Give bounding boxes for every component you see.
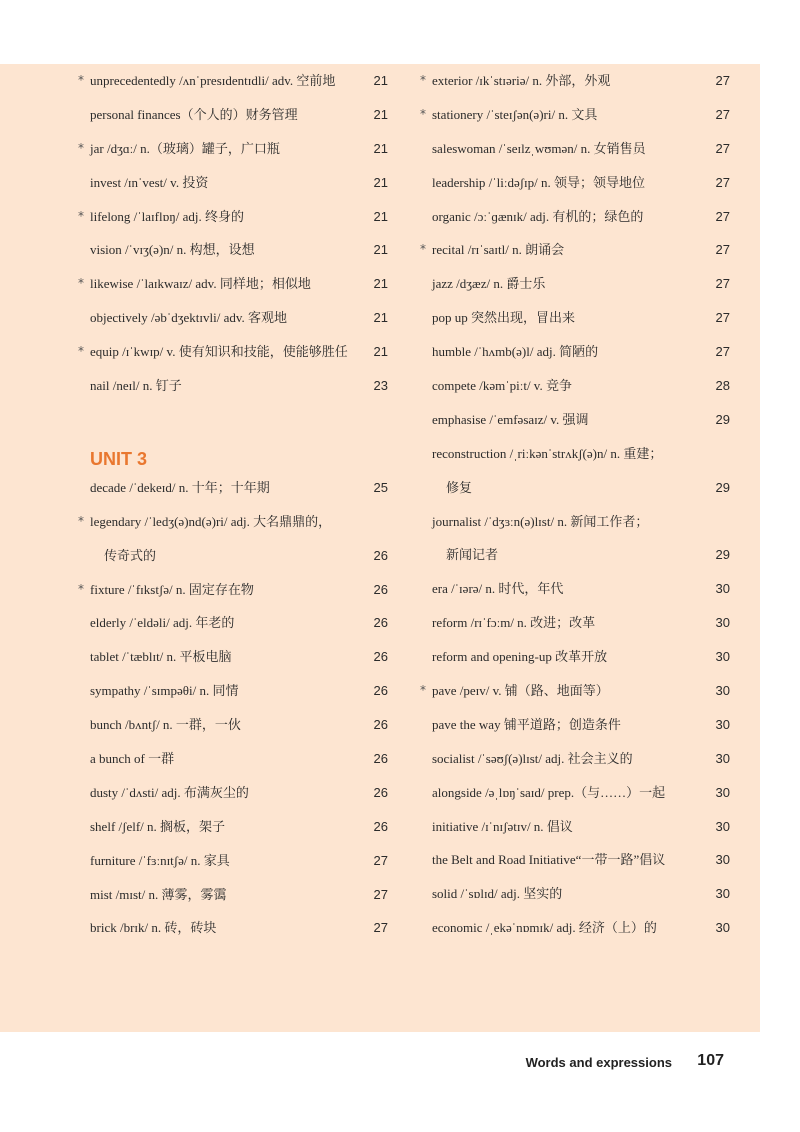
vocab-entry xyxy=(420,132,730,166)
entry-text: unprecedentedly /ʌnˈpresɪdentɪdli/ adv. 空前地 xyxy=(90,73,336,88)
entry-text: personal finances（个人的）财务管理 xyxy=(90,106,298,122)
entry-page-number: 26 xyxy=(373,649,388,665)
entry-page-number: 27 xyxy=(373,852,388,868)
entry-page-number: 27 xyxy=(715,174,730,190)
vocab-entry xyxy=(420,64,730,98)
entry-page-number: 27 xyxy=(715,276,730,292)
entry-text: alongside /əˌlɒŋˈsaɪd/ prep.（与……）一起 xyxy=(432,784,666,800)
vocab-entry xyxy=(420,572,730,606)
vocab-entry xyxy=(420,810,730,844)
entry-page-number: 30 xyxy=(715,784,730,800)
vocab-entry xyxy=(78,776,388,810)
vocab-entry xyxy=(78,267,388,301)
right-entries xyxy=(420,64,730,945)
entry-page-number: 26 xyxy=(373,717,388,733)
vocab-entry xyxy=(78,810,388,844)
entry-page-number: 27 xyxy=(715,208,730,224)
entry-page-number: 30 xyxy=(715,683,730,699)
vocab-entry xyxy=(78,640,388,674)
entry-text: leadership /ˈliːdəʃɪp/ n. 领导；领导地位 xyxy=(432,174,646,190)
vocab-entry xyxy=(78,98,388,132)
vocab-entry xyxy=(78,301,388,335)
entry-page-number: 26 xyxy=(373,547,388,563)
entry-page-number: 29 xyxy=(715,547,730,563)
entry-page-number: 30 xyxy=(715,852,730,868)
entry-text: decade /ˈdekeɪd/ n. 十年；十年期 xyxy=(90,479,270,495)
entry-page-number: 21 xyxy=(373,73,388,88)
entry-page-number: 27 xyxy=(715,106,730,122)
left-entries-b xyxy=(78,471,388,945)
entry-text: objectively /əbˈdʒektɪvli/ adv. 客观地 xyxy=(90,310,287,326)
entry-text: economic /ˌekəˈnɒmɪk/ adj. 经济（上）的 xyxy=(432,920,657,936)
entry-text: shelf /ʃelf/ n. 搁板，架子 xyxy=(90,818,226,834)
entry-text: a bunch of 一群 xyxy=(90,751,175,767)
entry-page-number: 30 xyxy=(715,750,730,766)
vocab-entry xyxy=(420,505,730,539)
entry-page-number: 21 xyxy=(373,208,388,224)
entry-page-number: 26 xyxy=(373,581,388,597)
star-marker: * xyxy=(78,208,84,223)
vocab-entry xyxy=(78,844,388,878)
entry-page-number: 27 xyxy=(715,310,730,326)
entry-page-number: 26 xyxy=(373,615,388,631)
entry-page-number: 21 xyxy=(373,276,388,292)
entry-text: pop up 突然出现，冒出来 xyxy=(432,310,576,326)
entry-page-number: 30 xyxy=(715,581,730,597)
entry-text: saleswoman /ˈseɪlzˌwʊmən/ n. 女销售员 xyxy=(432,140,646,156)
unit-spacer xyxy=(78,403,388,435)
vocab-entry xyxy=(78,200,388,234)
entry-page-number: 27 xyxy=(715,73,730,88)
entry-text: invest /ɪnˈvest/ v. 投资 xyxy=(90,174,209,190)
star-marker: * xyxy=(78,344,84,359)
vocab-entry xyxy=(420,843,730,877)
vocab-entry xyxy=(420,369,730,403)
star-marker: * xyxy=(420,683,426,698)
footer-section-title: Words and expressions xyxy=(525,1055,672,1070)
vocab-entry xyxy=(420,606,730,640)
vocab-entry xyxy=(78,911,388,945)
vocab-entry xyxy=(420,708,730,742)
entry-text: organic /ɔːˈɡænɪk/ adj. 有机的；绿色的 xyxy=(432,208,644,224)
vocab-entry xyxy=(420,301,730,335)
entry-page-number: 29 xyxy=(715,479,730,495)
entry-page-number: 26 xyxy=(373,784,388,800)
vocab-entry xyxy=(420,538,730,572)
vocab-entry xyxy=(420,98,730,132)
entry-text: reform /rɪˈfɔːm/ n. 改进；改革 xyxy=(432,615,596,631)
entry-text: reconstruction /ˌriːkənˈstrʌkʃ(ə)n/ n. 重建； xyxy=(432,445,663,461)
entry-page-number: 27 xyxy=(373,920,388,936)
entry-text: solid /ˈsɒlɪd/ adj. 坚实的 xyxy=(432,886,563,902)
vocab-entry xyxy=(78,742,388,776)
entry-text: elderly /ˈeldəli/ adj. 年老的 xyxy=(90,615,235,631)
vocab-entry xyxy=(420,267,730,301)
entry-page-number: 23 xyxy=(373,378,388,394)
vocab-entry xyxy=(420,640,730,674)
entry-text: stationery /ˈsteɪʃən(ə)ri/ n. 文具 xyxy=(432,106,598,122)
vocab-entry xyxy=(420,233,730,267)
entry-page-number: 30 xyxy=(715,886,730,902)
entry-text: exterior /ɪkˈstɪəriə/ n. 外部，外观 xyxy=(432,73,611,88)
entry-text: legendary /ˈledʒ(ə)nd(ə)ri/ adj. 大名鼎鼎的， xyxy=(90,513,332,529)
vocab-entry xyxy=(420,166,730,200)
entry-page-number: 30 xyxy=(715,716,730,732)
vocab-entry xyxy=(420,911,730,945)
vocab-entry xyxy=(78,166,388,200)
right-column xyxy=(420,64,730,945)
left-entries-a xyxy=(78,64,388,403)
entry-text: 新闻记者 xyxy=(446,547,499,563)
left-column xyxy=(78,64,388,945)
vocab-entry xyxy=(420,674,730,708)
vocab-entry xyxy=(78,335,388,369)
star-marker: * xyxy=(78,276,84,291)
entry-page-number: 29 xyxy=(715,411,730,427)
entry-text: pave the way 铺平道路；创造条件 xyxy=(432,716,621,732)
entry-text: initiative /ɪˈnɪʃətɪv/ n. 倡议 xyxy=(432,818,573,834)
entry-page-number: 27 xyxy=(715,140,730,156)
entry-text: vision /ˈvɪʒ(ə)n/ n. 构想，设想 xyxy=(90,242,255,258)
entry-page-number: 25 xyxy=(373,479,388,495)
entry-text: bunch /bʌntʃ/ n. 一群，一伙 xyxy=(90,717,241,733)
vocab-entry xyxy=(78,708,388,742)
entry-text: fixture /ˈfɪkstʃə/ n. 固定存在物 xyxy=(90,581,254,597)
star-marker: * xyxy=(420,242,426,257)
entry-page-number: 27 xyxy=(373,886,388,902)
vocab-entry xyxy=(78,539,388,573)
unit-heading: UNIT 3 xyxy=(90,448,148,469)
entry-text: humble /ˈhʌmb(ə)l/ adj. 简陋的 xyxy=(432,344,599,360)
vocab-entry xyxy=(420,776,730,810)
vocab-entry xyxy=(78,471,388,505)
star-marker: * xyxy=(78,513,84,528)
vocab-entry xyxy=(78,64,388,98)
entry-text: likewise /ˈlaɪkwaɪz/ adv. 同样地；相似地 xyxy=(90,276,311,292)
entry-text: era /ˈɪərə/ n. 时代，年代 xyxy=(432,581,564,597)
entry-text: equip /ɪˈkwɪp/ v. 使有知识和技能，使能够胜任 xyxy=(90,344,348,360)
entry-text: brick /brɪk/ n. 砖，砖块 xyxy=(90,920,217,936)
vocab-entry xyxy=(78,573,388,607)
vocab-entry xyxy=(420,437,730,471)
vocab-entry xyxy=(420,200,730,234)
entry-text: 传奇式的 xyxy=(104,547,157,563)
entry-text: mist /mɪst/ n. 薄雾，雾霭 xyxy=(90,886,227,902)
entry-text: journalist /ˈdʒɜːn(ə)lɪst/ n. 新闻工作者； xyxy=(432,513,649,529)
star-marker: * xyxy=(78,73,84,87)
entry-text: 修复 xyxy=(446,479,473,495)
entry-page-number: 30 xyxy=(715,649,730,665)
entry-page-number: 26 xyxy=(373,683,388,699)
entry-text: dusty /ˈdʌsti/ adj. 布满灰尘的 xyxy=(90,784,249,800)
vocab-entry xyxy=(78,369,388,403)
entry-text: pave /peɪv/ v. 铺（路、地面等） xyxy=(432,683,609,699)
star-marker: * xyxy=(78,140,84,155)
entry-page-number: 21 xyxy=(373,174,388,190)
entry-text: nail /neɪl/ n. 钉子 xyxy=(90,378,182,394)
entry-text: sympathy /ˈsɪmpəθi/ n. 同情 xyxy=(90,683,239,699)
entry-text: furniture /ˈfɜːnɪtʃə/ n. 家具 xyxy=(90,852,230,868)
entry-text: reform and opening-up 改革开放 xyxy=(432,649,608,665)
star-marker: * xyxy=(420,73,426,87)
star-marker: * xyxy=(420,106,426,121)
entry-page-number: 21 xyxy=(373,310,388,326)
entry-page-number: 21 xyxy=(373,242,388,258)
vocab-entry xyxy=(420,403,730,437)
vocab-entry xyxy=(78,505,388,539)
entry-page-number: 21 xyxy=(373,344,388,360)
vocab-entry xyxy=(420,877,730,911)
entry-text: jazz /dʒæz/ n. 爵士乐 xyxy=(432,276,546,292)
vocab-entry xyxy=(78,606,388,640)
vocab-entry xyxy=(78,233,388,267)
entry-text: the Belt and Road Initiative“一带一路”倡议 xyxy=(432,852,666,868)
star-marker: * xyxy=(78,581,84,596)
vocab-entry xyxy=(420,335,730,369)
entry-text: lifelong /ˈlaɪflɒŋ/ adj. 终身的 xyxy=(90,208,245,224)
entry-page-number: 27 xyxy=(715,242,730,258)
entry-text: jar /dʒɑː/ n.（玻璃）罐子，广口瓶 xyxy=(90,140,280,156)
entry-text: recital /rɪˈsaɪtl/ n. 朗诵会 xyxy=(432,242,565,258)
vocab-entry xyxy=(78,878,388,912)
entry-page-number: 30 xyxy=(715,920,730,936)
entry-page-number: 26 xyxy=(373,751,388,767)
entry-page-number: 27 xyxy=(715,344,730,360)
entry-page-number: 21 xyxy=(373,106,388,122)
entry-page-number: 30 xyxy=(715,615,730,631)
entry-page-number: 28 xyxy=(715,378,730,394)
entry-page-number: 26 xyxy=(373,818,388,834)
entry-text: tablet /ˈtæblɪt/ n. 平板电脑 xyxy=(90,649,232,665)
vocab-entry xyxy=(78,674,388,708)
vocab-entry xyxy=(420,742,730,776)
entry-text: compete /kəmˈpiːt/ v. 竞争 xyxy=(432,378,572,394)
entry-page-number: 21 xyxy=(373,140,388,156)
vocab-entry xyxy=(420,471,730,505)
entry-text: emphasise /ˈemfəsaɪz/ v. 强调 xyxy=(432,411,589,427)
entry-text: socialist /ˈsəʊʃ(ə)lɪst/ adj. 社会主义的 xyxy=(432,750,633,766)
entry-page-number: 30 xyxy=(715,818,730,834)
footer-page-number: 107 xyxy=(697,1052,724,1069)
vocab-entry xyxy=(78,132,388,166)
